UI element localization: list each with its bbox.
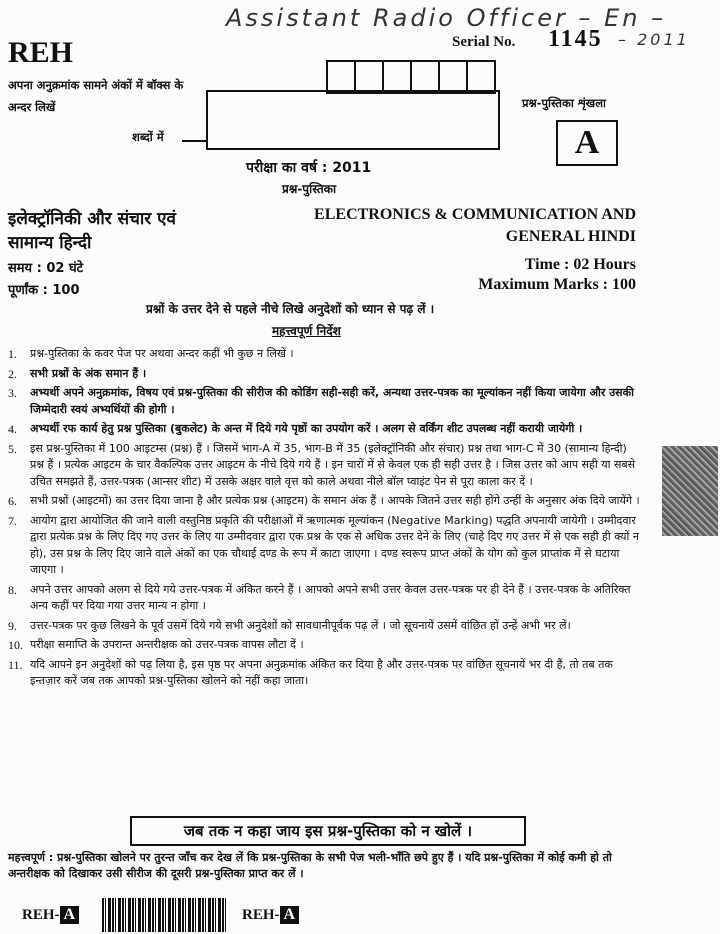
instruction-text: सभी प्रश्नों (आइटमों) का उत्तर दिया जाना है और प्रत्येक प्रश्न (आइटम) के समान अंक हैं । आपके जितने उत्तर सही होंगे उन्हीं के अनुसार अंक दिये जायेंगे ।: [30, 494, 640, 507]
serial-label: Serial No.: [452, 34, 516, 50]
roll-digit-box[interactable]: [440, 60, 468, 94]
roll-number-boxes[interactable]: [326, 60, 496, 94]
handwritten-year: – 2011: [618, 30, 690, 49]
booklet-label: प्रश्न-पुस्तिका: [282, 182, 337, 196]
instruction-text: अपने उत्तर आपको अलग से दिये गये उत्तर-पत्रक में अंकित करने हैं । आपको अपने सभी उत्तर केवल उत्तर-पत्रक पर ही देने हैं । उत्तर-पत्रक के अतिरिक्त अन्य कहीं पर दिया गया उत्तर मान्य न होगा ।: [30, 582, 631, 612]
footer-right-code: [242, 904, 299, 924]
instruction-text: परीक्षा समाप्ति के उपरान्त अन्तरीक्षक को उत्तर-पत्रक वापस लौटा दें ।: [30, 638, 304, 651]
instructions-heading: महत्त्वपूर्ण निर्देश: [272, 324, 341, 338]
instruction-number: 4.: [8, 422, 17, 436]
instruction-item: [8, 582, 640, 615]
instruction-number: 2.: [8, 366, 17, 381]
instruction-number: 9.: [8, 618, 17, 633]
subject-english-line2: GENERAL HINDI: [505, 228, 636, 245]
exam-year: परीक्षा का वर्ष : 2011: [246, 160, 372, 176]
roll-digit-box[interactable]: [412, 60, 440, 94]
do-not-open-warning: जब तक न कहा जाय इस प्रश्न-पुस्तिका को न खोलें ।: [130, 816, 526, 846]
instructions-list: [8, 346, 640, 693]
words-label: शब्दों में: [132, 130, 164, 144]
instruction-item: [8, 346, 640, 363]
pointer-line: [182, 140, 206, 142]
instruction-number: 8.: [8, 582, 17, 597]
series-label: प्रश्न-पुस्तिका शृंखला: [522, 96, 606, 110]
instruction-number: 3.: [8, 386, 17, 400]
instruction-number: 11.: [8, 657, 23, 672]
roll-digit-box[interactable]: [356, 60, 384, 94]
barcode: [102, 898, 228, 932]
instruction-text: अभ्यर्थी रफ कार्य हेतु प्रश्न पुस्तिका (बुकलेट) के अन्त में दिये गये पृष्ठों का उपयोग करें । अलग से वर्किंग शीट उपलब्ध नहीं करायी जायेगी ।: [30, 422, 583, 435]
serial-number: 1145: [548, 26, 603, 52]
instruction-text: प्रश्न-पुस्तिका के कवर पेज पर अथवा अन्दर कहीं भी कुछ न लिखें ।: [30, 347, 294, 360]
instruction-item: [8, 441, 640, 491]
roll-instruction: अपना अनुक्रमांक सामने अंकों में बॉक्स के अन्दर लिखें: [8, 78, 184, 114]
roll-digit-box[interactable]: [384, 60, 412, 94]
instruction-number: 10.: [8, 638, 23, 652]
instruction-number: 1.: [8, 347, 17, 361]
instruction-text: यदि आपने इन अनुदेशों को पढ़ लिया है, इस पृष्ठ पर अपना अनुक्रमांक अंकित कर दिया है और उत्तर-पत्रक पर वांछित सूचनायें भर दी हैं, तो तब तक इन्तज़ार करें जब तक आपको प्रश्न-पुस्तिका खोलने को नहीं कहा जाता।: [30, 657, 613, 687]
instructions-intro: प्रश्नों के उत्तर देने से पहले नीचे लिखे अनुदेशों को ध्यान से पढ़ लें ।: [146, 302, 435, 316]
subject-hindi-line2: सामान्य हिन्दी: [8, 233, 92, 253]
instruction-item: [8, 513, 640, 579]
footer-left-code: [22, 904, 79, 924]
instruction-text: आयोग द्वारा आयोजित की जाने वाली वस्तुनिष्ठ प्रकृति की परीक्षाओं में ऋणात्मक मूल्यांकन (Negative Marking) पद्धति अपनायी जायेगी । उम्मीदवार द्वारा प्रत्येक प्रश्न के लिए दिए गए उत्तर के लिए या उम्मीदवार द्वारा एक प्रश्न के एक से अधिक उत्तर देने के लिए (चाहे दिए गए उत्तर में से एक सही ही क्यों न हो), उस प्रश्न के लिए दिए जाने वाले अंकों का एक चौथाई दण्ड के रूप में काटा जाएगा । दण्ड स्वरूप प्राप्त अंकों के योग को कुल प्राप्तांक में से घटाया जाएगा ।: [30, 513, 639, 576]
instruction-item: [8, 421, 640, 438]
instruction-text: इस प्रश्न-पुस्तिका में 100 आइटम्स (प्रश्न) हैं । जिसमें भाग-A में 35, भाग-B में 35 (इलेक्ट्रॉनिकी और संचार) प्रश्न तथा भाग-C में 30 (सामान्य हिन्दी) प्रश्न हैं । प्रत्येक आइटम के चार वैकल्पिक उत्तर आइटम के नीचे दिये गये हैं । इन चारों में से केवल एक ही सही उत्तर है । जिस उत्तर को आप सही या सबसे उचित समझते हैं, उत्तर-पत्रक (आन्सर शीट) में उसके अक्षर वाले वृत्त को काले अथवा नीले बॉल प्वाइंट पेन से पूरा काला कर दें ।: [30, 441, 636, 488]
booklet-code: REH: [8, 36, 74, 69]
roll-number-words-box[interactable]: [206, 90, 500, 150]
subject-hindi-line1: इलेक्ट्रॉनिकी और संचार एवं: [8, 209, 177, 229]
instruction-item: [8, 657, 640, 690]
handwritten-title: Assistant Radio Officer – En –: [226, 4, 667, 32]
instruction-text: अभ्यर्थी अपने अनुक्रमांक, विषय एवं प्रश्न-पुस्तिका की सीरीज की कोडिंग सही-सही करें, अन्यथा उत्तर-पत्रक का मूल्यांकन नहीं किया जायेगा और उसकी जिम्मेदारी स्वयं अभ्यर्थियों की होगी ।: [30, 386, 634, 416]
roll-digit-box[interactable]: [326, 60, 356, 94]
instruction-number: 5.: [8, 441, 17, 456]
footer-series-badge: A: [280, 906, 300, 924]
footer-code-label: REH-: [22, 907, 60, 923]
instruction-text: उत्तर-पत्रक पर कुछ लिखने के पूर्व उसमें दिये गये सभी अनुदेशों को सावधानीपूर्वक पढ़ लें । जो सूचनायें उसमें वांछित हों उन्हें अभी भर लें।: [30, 618, 571, 632]
subject-english-line1: ELECTRONICS & COMMUNICATION AND: [314, 206, 636, 223]
footer-series-badge: A: [60, 906, 80, 924]
marks-hindi: पूर्णांक : 100: [8, 283, 80, 298]
note-label: महत्त्वपूर्ण :: [8, 851, 54, 864]
side-stamp-mark: [662, 446, 718, 536]
note-text: प्रश्न-पुस्तिका खोलने पर तुरन्त जाँच कर देख लें कि प्रश्न-पुस्तिका के सभी पेज भली-भाँति छपे हुए हैं । यदि प्रश्न-पुस्तिका में कोई कमी हो तो अन्तरीक्षक को दिखाकर उसी सीरीज की दूसरी प्रश्न-पुस्तिका प्राप्त कर लें ।: [8, 851, 612, 880]
marks-english: Maximum Marks : 100: [478, 276, 636, 293]
instruction-item: [8, 618, 640, 635]
roll-digit-box[interactable]: [468, 60, 496, 94]
instruction-number: 7.: [8, 513, 17, 528]
time-hindi: समय : 02 घंटे: [8, 261, 84, 276]
time-english: Time : 02 Hours: [524, 256, 636, 273]
instruction-item: [8, 493, 640, 510]
important-note: [8, 850, 638, 882]
instruction-item: [8, 637, 640, 654]
series-box: A: [556, 120, 618, 166]
footer-code-label: REH-: [242, 907, 280, 923]
instruction-number: 6.: [8, 494, 17, 508]
instruction-item: [8, 366, 640, 383]
instruction-item: [8, 385, 640, 418]
instruction-text: सभी प्रश्नों के अंक समान हैं ।: [30, 366, 147, 380]
